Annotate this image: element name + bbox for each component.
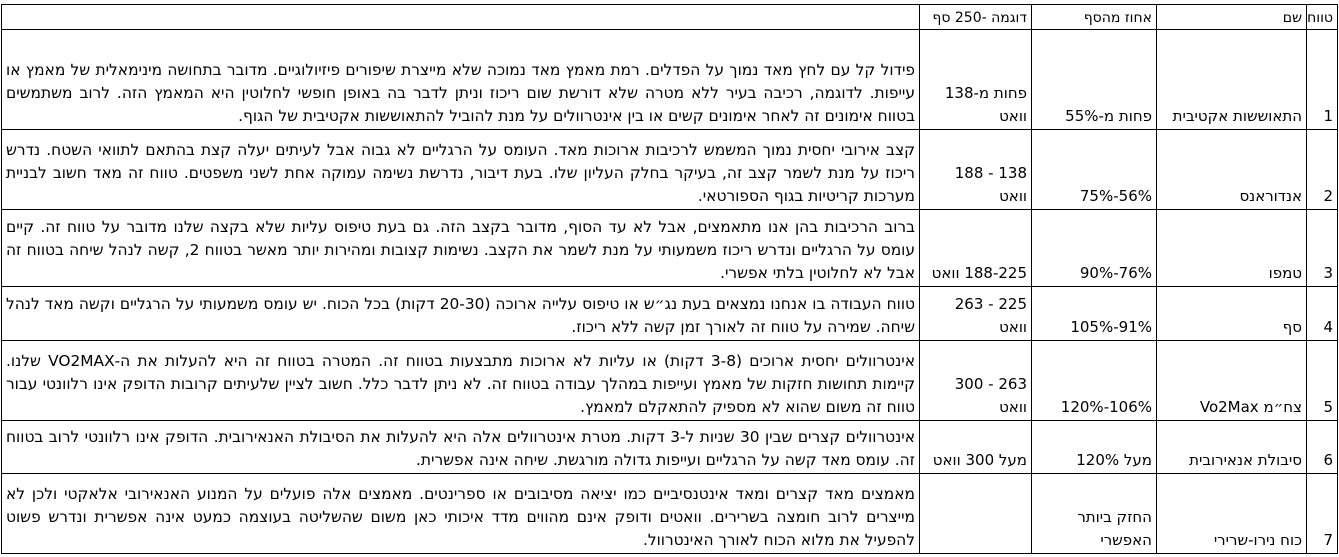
percent-cell[interactable]: 106%-120%: [1032, 341, 1157, 420]
table-row: [2, 209, 1338, 286]
description-cell[interactable]: פידול קל עם לחץ מאד נמוך על הפדלים. רמת מאמץ מאד נמוכה שלא מייצרת שיפורים פיזיולוגיים. מדובר בתחושה מינימאלית של מאמץ או עייפות. לדוגמה, רכיבה בעיר ללא מטרה שלא דורשת שום ריכוז וניתן לדבר בה באופן חופשי לחלוטין היא המאמץ הזה. לרוב משתמשים בטווח אימונים זה לאחר אימונים קשים או בין אינטרוולים על מנת להוביל להתאוששות אקטיבית של הגוף.: [2, 30, 920, 130]
spreadsheet-sheet: [1, 4, 1337, 554]
table-row: [2, 420, 1338, 474]
description-cell[interactable]: אינטרוולים קצרים שבין 30 שניות ל-3 דקות. מטרת אינטרוולים אלה היא להעלות את הסיבולת האנאירובית. הדופק אינו רלוונטי לרוב בטווח זה. עומס מאד קשה על הרגליים ועייפות גדולה מורגשת. שיחה אינה אפשרית.: [2, 420, 920, 474]
header-description-cell[interactable]: [2, 5, 920, 30]
header-name-cell[interactable]: שם: [1157, 5, 1307, 30]
example-cell[interactable]: פחות מ-138 וואט: [920, 30, 1032, 130]
header-row: [2, 5, 1338, 30]
zone-cell[interactable]: 3: [1307, 209, 1338, 286]
table-row: [2, 130, 1338, 209]
training-zones-table: [1, 4, 1338, 554]
zone-cell[interactable]: 2: [1307, 130, 1338, 209]
header-example-cell[interactable]: דוגמה -250 סף: [920, 5, 1032, 30]
zone-cell[interactable]: 5: [1307, 341, 1338, 420]
table-row: [2, 287, 1338, 341]
table-row: [2, 341, 1338, 420]
percent-cell[interactable]: מעל 120%: [1032, 420, 1157, 474]
description-cell[interactable]: אינטרוולים יחסית ארוכים (3-8 דקות) או עליות לא ארוכות מתבצעות בטווח זה. המטרה בטווח זה היא להעלות את ה-VO2MAX שלנו. קיימות תחושות חזקות של מאמץ ועייפות במהלך עבודה בטווח זה. לא ניתן לדבר כלל. חשוב לציין שלעיתים קרובות הדופק אינו רלוונטי עבור טווח זה משום שהוא לא מספיק להתאקלם למאמץ.: [2, 341, 920, 420]
name-cell[interactable]: אנדוראנס: [1157, 130, 1307, 209]
name-cell[interactable]: כוח נירו-שרירי: [1157, 474, 1307, 554]
percent-cell[interactable]: 76%-90%: [1032, 209, 1157, 286]
example-cell[interactable]: 138 - 188 וואט: [920, 130, 1032, 209]
header-zone-cell[interactable]: טווח: [1307, 5, 1338, 30]
zone-cell[interactable]: 1: [1307, 30, 1338, 130]
percent-cell[interactable]: 56%-75%: [1032, 130, 1157, 209]
percent-cell[interactable]: 91%-105%: [1032, 287, 1157, 341]
description-cell[interactable]: מאמצים מאד קצרים ומאד אינטנסיביים כמו יציאה מסיבובים או ספרינטים. מאמצים אלה פועלים על המנוע האנאירובי אלאקטי ולכן לא מייצרים לרוב חומצה בשרירים. וואטים ודופק אינם מהווים מדד איכותי כאן משום שהשליטה בעוצמה כמעט אינה אפשרית ונדרש פשוט להפעיל את מלוא הכוח לאורך האינטרוול.: [2, 474, 920, 554]
name-cell[interactable]: טמפו: [1157, 209, 1307, 286]
description-cell[interactable]: ברוב הרכיבות בהן אנו מתאמצים, אבל לא עד הסוף, מדובר בקצב הזה. גם בעת טיפוס עליות שלא בקצה שלנו מדובר על טווח זה. קיים עומס על הרגליים ונדרש ריכוז משמעותי על מנת לשמר את הקצב. נשימות קצובות ומהירות יותר מאשר בטווח 2, קשה לנהל שיחה בטווח זה אבל לא לחלוטין בלתי אפשרי.: [2, 209, 920, 286]
zone-cell[interactable]: 4: [1307, 287, 1338, 341]
example-cell[interactable]: 263 - 300 וואט: [920, 341, 1032, 420]
example-cell[interactable]: 188-225 וואט: [920, 209, 1032, 286]
table-row: [2, 474, 1338, 554]
name-cell[interactable]: סיבולת אנאירובית: [1157, 420, 1307, 474]
name-cell[interactable]: התאוששות אקטיבית: [1157, 30, 1307, 130]
example-cell[interactable]: מעל 300 וואט: [920, 420, 1032, 474]
header-percent-cell[interactable]: אחוז מהסף: [1032, 5, 1157, 30]
percent-cell[interactable]: החזק ביותר האפשרי: [1032, 474, 1157, 554]
description-cell[interactable]: טווח העבודה בו אנחנו נמצאים בעת נג״ש או טיפוס עלייה ארוכה (20-30 דקות) בכל הכוח. יש עומס משמעותי על הרגליים וקשה מאד לנהל שיחה. שמירה על טווח זה לאורך זמן קשה ללא ריכוז.: [2, 287, 920, 341]
description-cell[interactable]: קצב אירובי יחסית נמוך המשמש לרכיבות ארוכות מאד. העומס על הרגליים לא גבוה אבל לעיתים יעלה קצת בהתאם לתוואי השטח. נדרש ריכוז על מנת לשמר קצב זה, בעיקר בחלק העליון שלו. בעת דיבור, נדרשת נשימה עמוקה אחת לשני משפטים. טווח זה מאד חשוב לבניית מערכות קריטיות בגוף הספורטאי.: [2, 130, 920, 209]
percent-cell[interactable]: פחות מ-55%: [1032, 30, 1157, 130]
table-row: [2, 30, 1338, 130]
name-cell[interactable]: סף: [1157, 287, 1307, 341]
example-cell[interactable]: 225 - 263 וואט: [920, 287, 1032, 341]
name-cell[interactable]: צח״מ Vo2Max: [1157, 341, 1307, 420]
zone-cell[interactable]: 6: [1307, 420, 1338, 474]
example-cell[interactable]: [920, 474, 1032, 554]
zone-cell[interactable]: 7: [1307, 474, 1338, 554]
